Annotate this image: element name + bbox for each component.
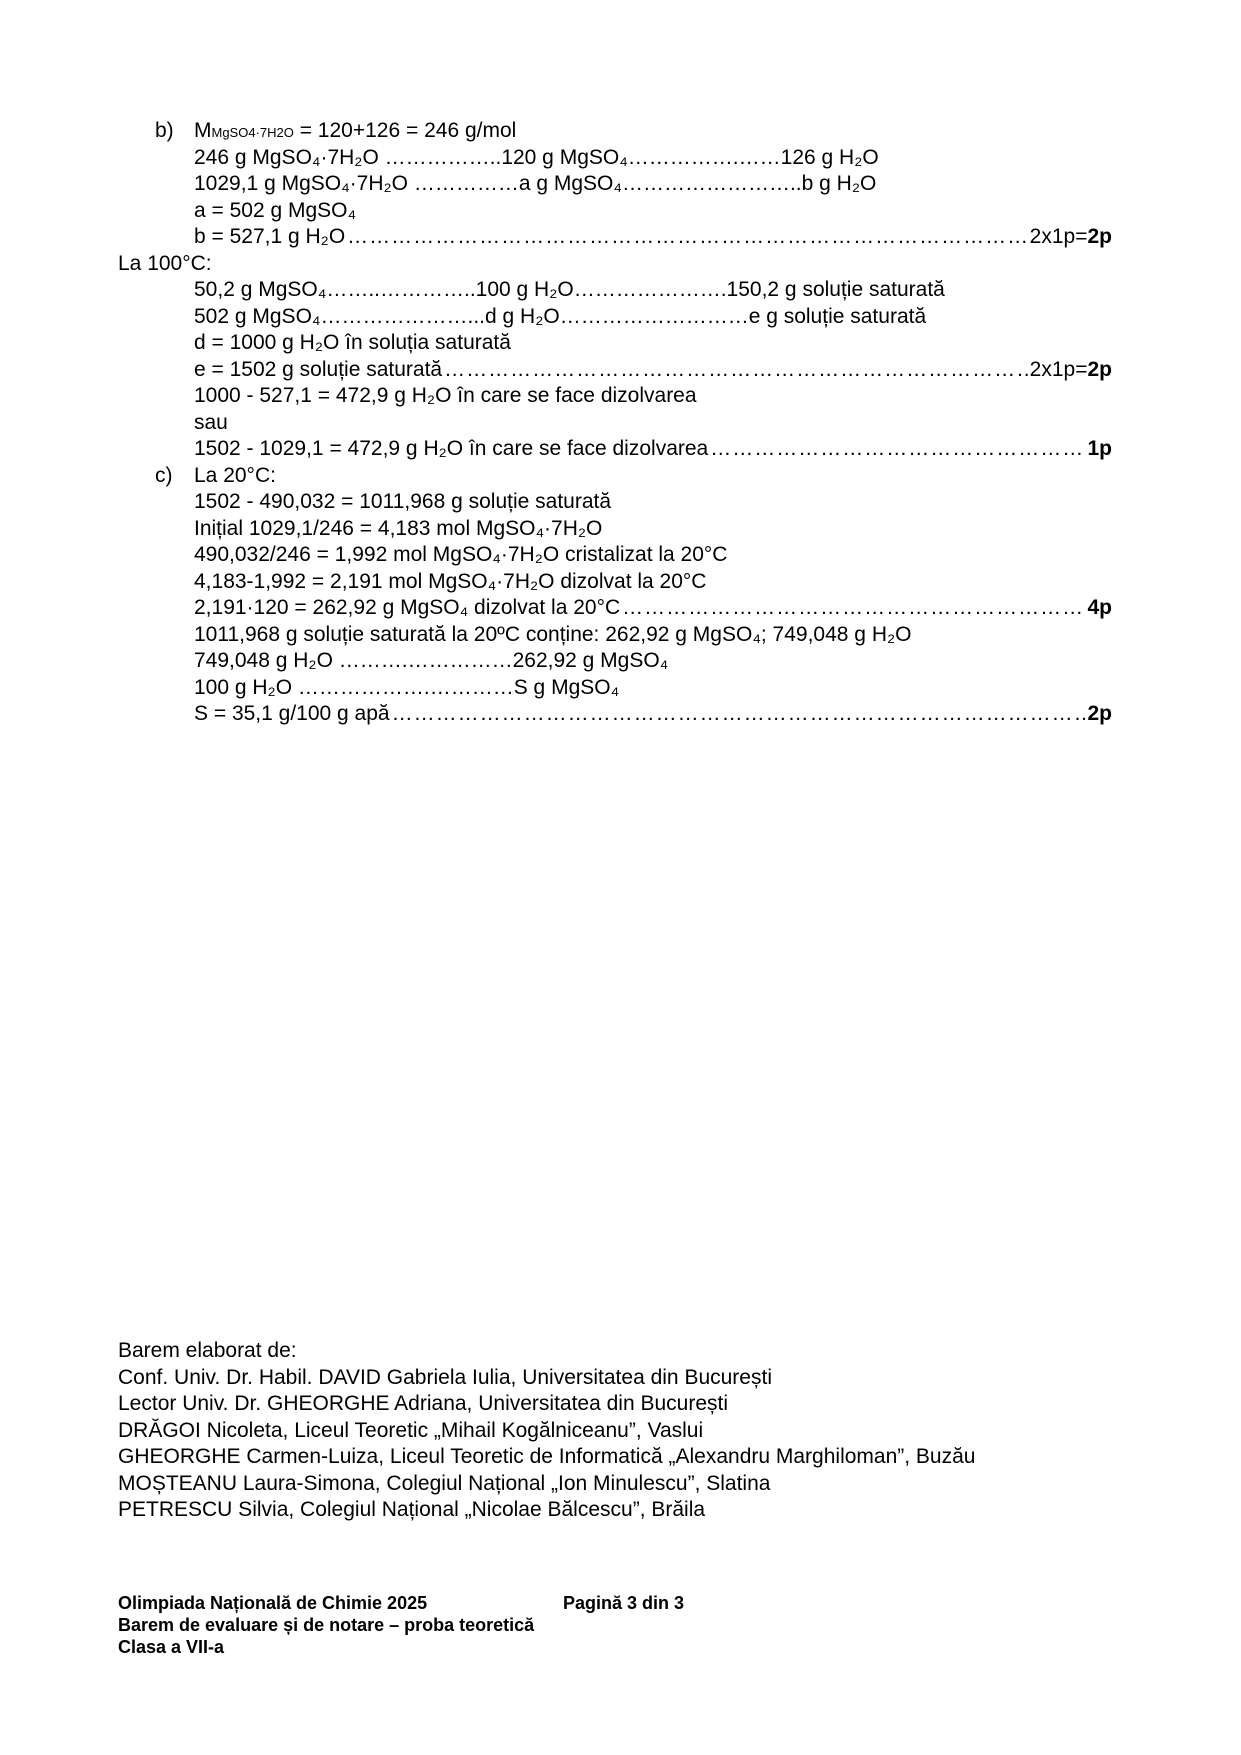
section-b-label: b) [155, 119, 174, 142]
e-result-line [194, 357, 1112, 383]
proportion-mid: 100 g H₂O [475, 278, 574, 301]
footer-subtitle: Barem de evaluare și de notare – proba teoretică [118, 1615, 535, 1635]
section-100-heading: La 100°C: [118, 252, 212, 275]
proportion-left: 50,2 g MgSO₄ [194, 278, 327, 301]
b-score: 2x1p=2p [1029, 225, 1112, 248]
c-line-1: 1502 - 490,032 = 1011,968 g soluție saturată [194, 490, 612, 513]
e-result: e = 1502 g soluție saturată [194, 358, 443, 381]
proportion-left: 1029,1 g MgSO₄·7H₂O [194, 172, 408, 195]
c-line-5-text: 2,191·120 = 262,92 g MgSO₄ dizolvat la 20°C [194, 596, 621, 619]
proportion-right: e g soluție saturată [748, 305, 927, 328]
or-word: sau [194, 411, 228, 434]
a-result: a = 502 g MgSO₄ [194, 199, 357, 222]
proportion-right: 150,2 g soluție saturată [726, 278, 945, 301]
dot-leader [392, 701, 1086, 727]
footer-grade: Clasa a VII-a [118, 1637, 225, 1657]
s-result-line [194, 701, 1112, 727]
credits-author: GHEORGHE Carmen-Luiza, Liceul Teoretic de Informatică „Alexandru Marghiloman”, Buzău [118, 1445, 976, 1468]
proportion-right: b g H₂O [801, 172, 877, 195]
s-score: 2p [1087, 702, 1112, 725]
credits-heading: Barem elaborat de: [118, 1339, 297, 1362]
dot-leader [710, 436, 1085, 462]
dot-leader [444, 357, 1028, 383]
credits-author: Conf. Univ. Dr. Habil. DAVID Gabriela Iulia, Universitatea din București [118, 1365, 772, 1389]
proportion-left: 246 g MgSO₄·7H₂O [194, 146, 379, 169]
alt-calc-line [194, 436, 1112, 462]
footer-competition: Olimpiada Națională de Chimie 2025 [118, 1593, 428, 1613]
molar-mass-subscript: MgSO4·7H2O [211, 125, 294, 140]
alt-score: 1p [1087, 437, 1112, 460]
credits-author: MOȘTEANU Laura-Simona, Colegiul Național „Ion Minulescu”, Slatina [118, 1471, 771, 1495]
c-line-4: 4,183-1,992 = 2,191 mol MgSO₄·7H₂O dizolvat la 20°C [194, 570, 707, 593]
dot-leader [347, 224, 1028, 250]
c-line-2: Inițial 1029,1/246 = 4,183 mol MgSO₄·7H₂O [194, 517, 603, 540]
e-score: 2x1p=2p [1029, 358, 1112, 381]
proportion-left: 749,048 g H₂O [194, 649, 333, 672]
credits-author: PETRESCU Silvia, Colegiul Național „Nicolae Bălcescu”, Brăila [118, 1498, 706, 1521]
water-calc: 1000 - 527,1 = 472,9 g H₂O în care se face dizolvarea [194, 384, 697, 407]
section-c-heading: La 20°C: [194, 464, 276, 487]
credits-author: DRĂGOI Nicoleta, Liceul Teoretic „Mihail Kogălniceanu”, Vaslui [118, 1418, 704, 1442]
proportion-row-4: 502 g MgSO₄…………………...d g H₂O………………………e g soluție saturată [194, 305, 927, 328]
molar-mass-prefix: M [194, 119, 212, 142]
footer-page: Pagină 3 din 3 [563, 1593, 685, 1613]
s-result: S = 35,1 g/100 g apă [194, 702, 390, 725]
proportion-left: 502 g MgSO₄ [194, 305, 321, 328]
molar-mass-line [194, 118, 516, 146]
proportion-mid: 120 g MgSO₄ [501, 146, 628, 169]
proportion-left: 100 g H₂O [194, 676, 293, 699]
proportion-row-6: 100 g H₂O ……………….…………S g MgSO₄ [194, 676, 620, 699]
molar-mass-value: = 120+126 = 246 g/mol [293, 119, 517, 142]
b-result-line [194, 224, 1112, 250]
proportion-right: 126 g H₂O [780, 146, 879, 169]
footer [118, 1592, 684, 1658]
proportion-row-3: 50,2 g MgSO₄……..…………..100 g H₂O………………….150,2 g soluție saturată [194, 278, 945, 301]
credits-author: Lector Univ. Dr. GHEORGHE Adriana, Universitatea din București [118, 1392, 729, 1415]
section-c-label: c) [155, 464, 173, 487]
alt-calc: 1502 - 1029,1 = 472,9 g H₂O în care se face dizolvarea [194, 437, 709, 460]
b-result: b = 527,1 g H₂O [194, 225, 346, 248]
dot-leader [622, 595, 1085, 621]
c-line-5 [194, 595, 1112, 621]
proportion-row-5: 749,048 g H₂O ……….……………262,92 g MgSO₄ [194, 649, 669, 672]
proportion-row-1: 246 g MgSO₄·7H₂O ……………..120 g MgSO₄…………….……126 g H₂O [194, 146, 879, 169]
c-line-6: 1011,968 g soluție saturată la 20ºC conține: 262,92 g MgSO₄; 749,048 g H₂O [194, 623, 912, 646]
credits [118, 1338, 975, 1524]
proportion-right: S g MgSO₄ [513, 676, 620, 699]
proportion-right: 262,92 g MgSO₄ [512, 649, 669, 672]
c-line-5-score: 4p [1087, 596, 1112, 619]
d-result: d = 1000 g H₂O în soluția saturată [194, 331, 511, 354]
proportion-row-2: 1029,1 g MgSO₄·7H₂O ……………a g MgSO₄……………………..b g H₂O [194, 172, 877, 195]
proportion-mid: a g MgSO₄ [518, 172, 622, 195]
c-line-3: 490,032/246 = 1,992 mol MgSO₄·7H₂O cristalizat la 20°C [194, 543, 728, 566]
proportion-mid: d g H₂O [485, 305, 560, 328]
